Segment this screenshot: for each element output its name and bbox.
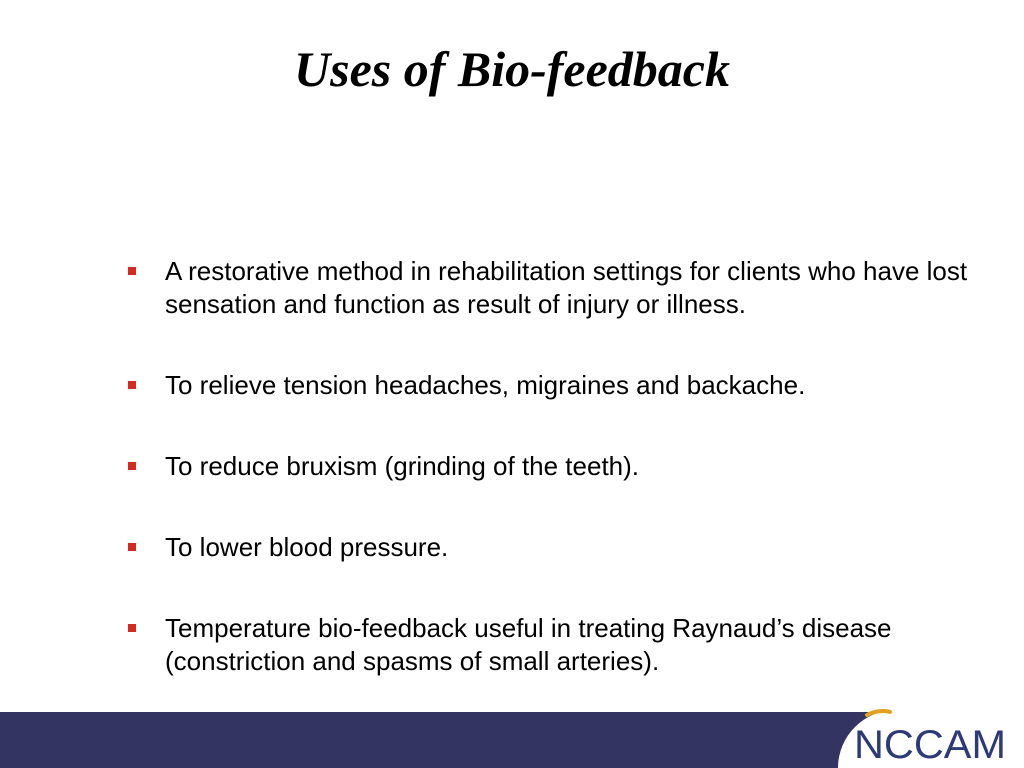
square-bullet-icon bbox=[128, 543, 136, 551]
slide-title: Uses of Bio-feedback bbox=[294, 41, 730, 97]
bullet-item bbox=[128, 612, 1008, 678]
square-bullet-icon bbox=[128, 267, 136, 275]
bullet-text: To relieve tension headaches, migraines and backache. bbox=[165, 370, 806, 400]
bullet-item bbox=[128, 369, 1008, 402]
bullet-list bbox=[128, 255, 1008, 678]
bullet-text: To reduce bruxism (grinding of the teeth). bbox=[165, 451, 640, 481]
square-bullet-icon bbox=[128, 462, 136, 470]
bullet-text: A restorative method in rehabilitation settings for clients who have lost sensation and function as result of injury or illness. bbox=[165, 256, 968, 319]
bullet-item bbox=[128, 255, 1008, 321]
bullet-item bbox=[128, 450, 1008, 483]
bullet-text: Temperature bio-feedback useful in treating Raynaud’s disease (constriction and spasms of small arteries). bbox=[165, 613, 892, 676]
bullet-item bbox=[128, 531, 1008, 564]
bullet-text: To lower blood pressure. bbox=[165, 532, 449, 562]
square-bullet-icon bbox=[128, 381, 136, 389]
square-bullet-icon bbox=[128, 624, 136, 632]
svg-text:NCCAM: NCCAM bbox=[854, 723, 1006, 767]
nccam-logo bbox=[820, 706, 1024, 768]
